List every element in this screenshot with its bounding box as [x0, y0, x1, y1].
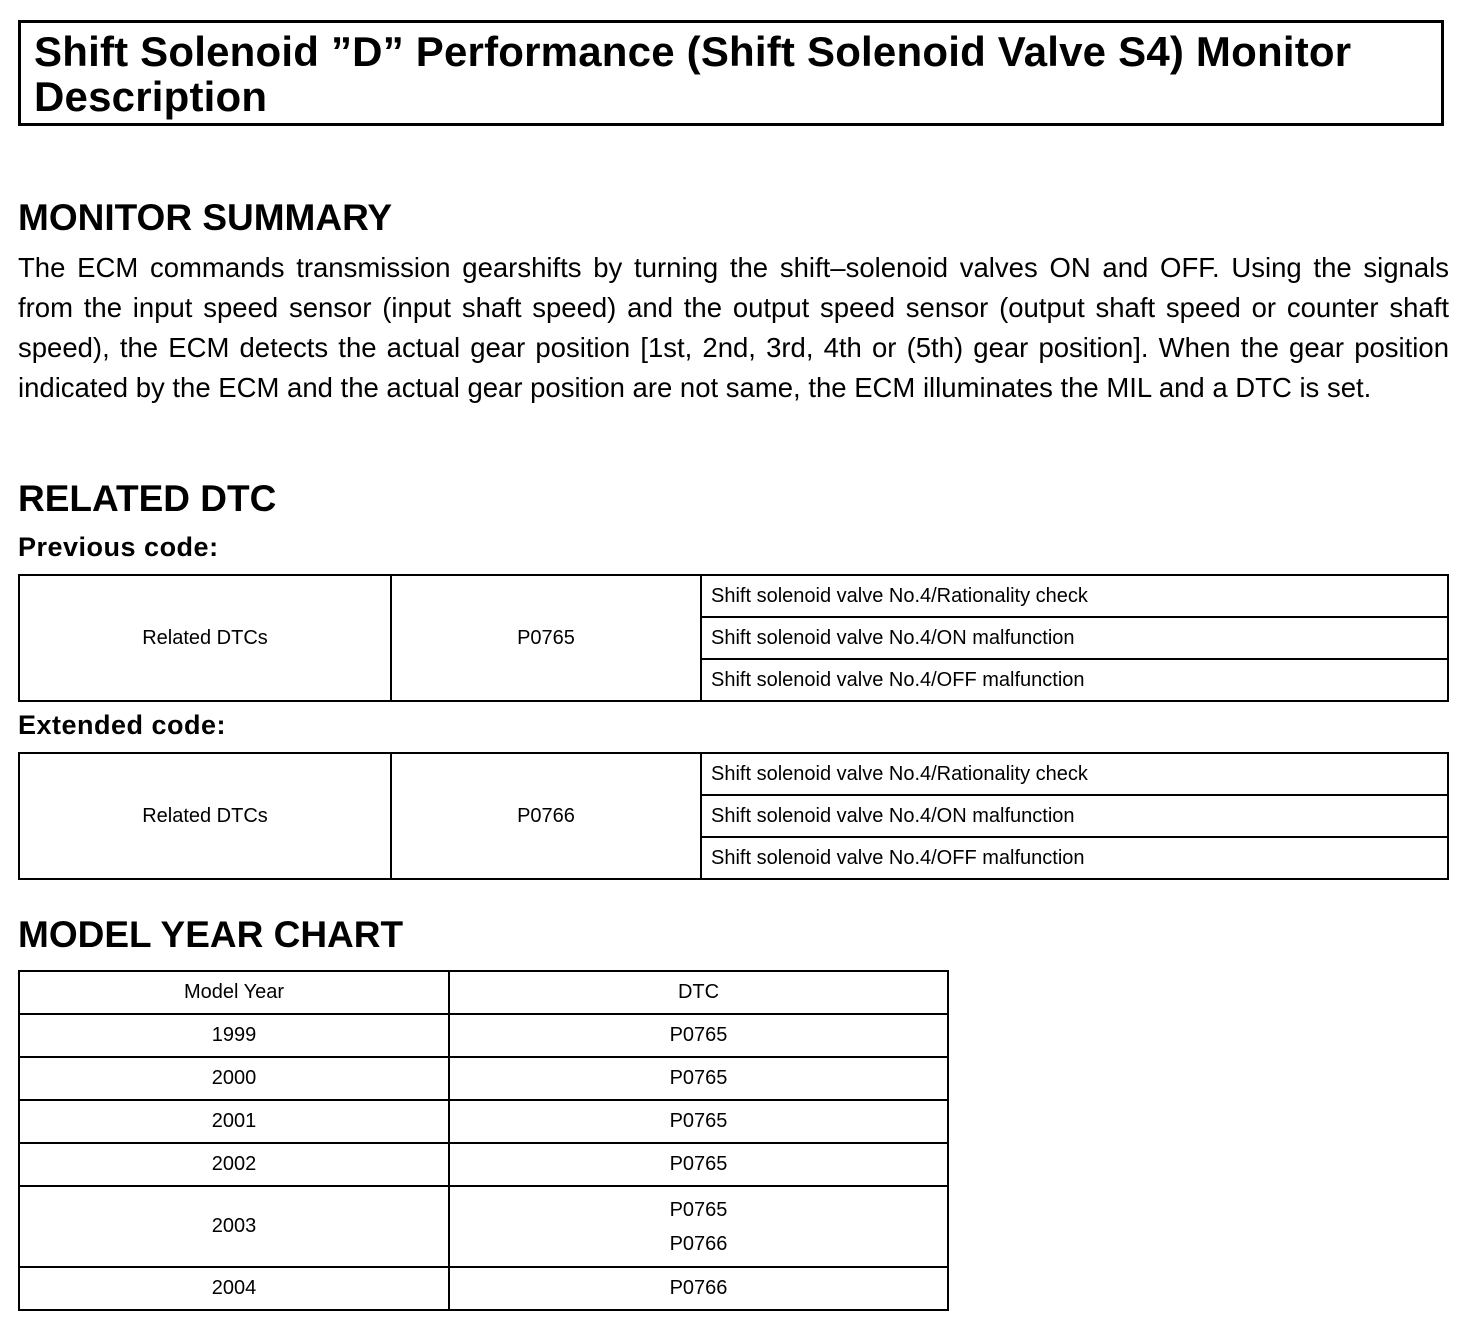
dtc-description: Shift solenoid valve No.4/ON malfunction	[701, 795, 1448, 837]
column-header-model-year: Model Year	[19, 971, 449, 1014]
title-box	[18, 20, 1444, 126]
related-dtcs-label: Related DTCs	[19, 575, 391, 701]
dtc-cell: P0765	[449, 1057, 948, 1100]
dtc-description: Shift solenoid valve No.4/Rationality check	[701, 753, 1448, 795]
model-year-cell: 2003	[19, 1186, 449, 1267]
dtc-description: Shift solenoid valve No.4/OFF malfunction	[701, 659, 1448, 701]
table-row	[19, 1057, 948, 1100]
dtc-description: Shift solenoid valve No.4/ON malfunction	[701, 617, 1448, 659]
model-year-cell: 2002	[19, 1143, 449, 1186]
model-year-chart-heading: MODEL YEAR CHART	[18, 914, 404, 955]
dtc-cell	[449, 1186, 948, 1267]
model-year-cell: 2001	[19, 1100, 449, 1143]
dtc-code: P0765	[391, 575, 701, 701]
previous-code-table	[18, 574, 1449, 702]
model-year-cell: 2000	[19, 1057, 449, 1100]
monitor-summary-heading: MONITOR SUMMARY	[18, 197, 393, 238]
dtc-cell: P0765	[449, 1014, 948, 1057]
dtc-cell: P0765	[449, 1143, 948, 1186]
table-row	[19, 1014, 948, 1057]
table-row	[19, 1100, 948, 1143]
table-header-row	[19, 971, 948, 1014]
dtc-value: P0766	[669, 1232, 728, 1255]
model-year-table	[18, 970, 949, 1311]
dtc-cell: P0766	[449, 1267, 948, 1310]
table-row	[19, 753, 1448, 795]
dtc-code: P0766	[391, 753, 701, 879]
monitor-summary-text: The ECM commands transmission gearshifts by turning the shift–solenoid valves ON and OFF. Using the signals from the input speed sensor (input shaft speed) and the output speed sensor (output shaft speed or counter shaft speed), the ECM detects the actual gear position [1st, 2nd, 3rd, 4th or (5th) gear position]. When the gear position indicated by the ECM and the actual gear position are not same, the ECM illuminates the MIL and a DTC is set.	[18, 252, 1449, 403]
extended-code-label: Extended code:	[18, 710, 227, 740]
dtc-value: P0765	[669, 1198, 728, 1221]
page-title: Shift Solenoid ”D” Performance (Shift Solenoid Valve S4) Monitor Description	[34, 28, 1352, 120]
table-row	[19, 1186, 948, 1267]
dtc-description: Shift solenoid valve No.4/OFF malfunction	[701, 837, 1448, 879]
column-header-dtc: DTC	[449, 971, 948, 1014]
dtc-cell: P0765	[449, 1100, 948, 1143]
previous-code-label: Previous code:	[18, 532, 219, 562]
related-dtc-heading: RELATED DTC	[18, 478, 277, 519]
table-row	[19, 575, 1448, 617]
model-year-cell: 1999	[19, 1014, 449, 1057]
table-row	[19, 1267, 948, 1310]
model-year-cell: 2004	[19, 1267, 449, 1310]
dtc-description: Shift solenoid valve No.4/Rationality check	[701, 575, 1448, 617]
table-row	[19, 1143, 948, 1186]
related-dtcs-label: Related DTCs	[19, 753, 391, 879]
extended-code-table	[18, 752, 1449, 880]
